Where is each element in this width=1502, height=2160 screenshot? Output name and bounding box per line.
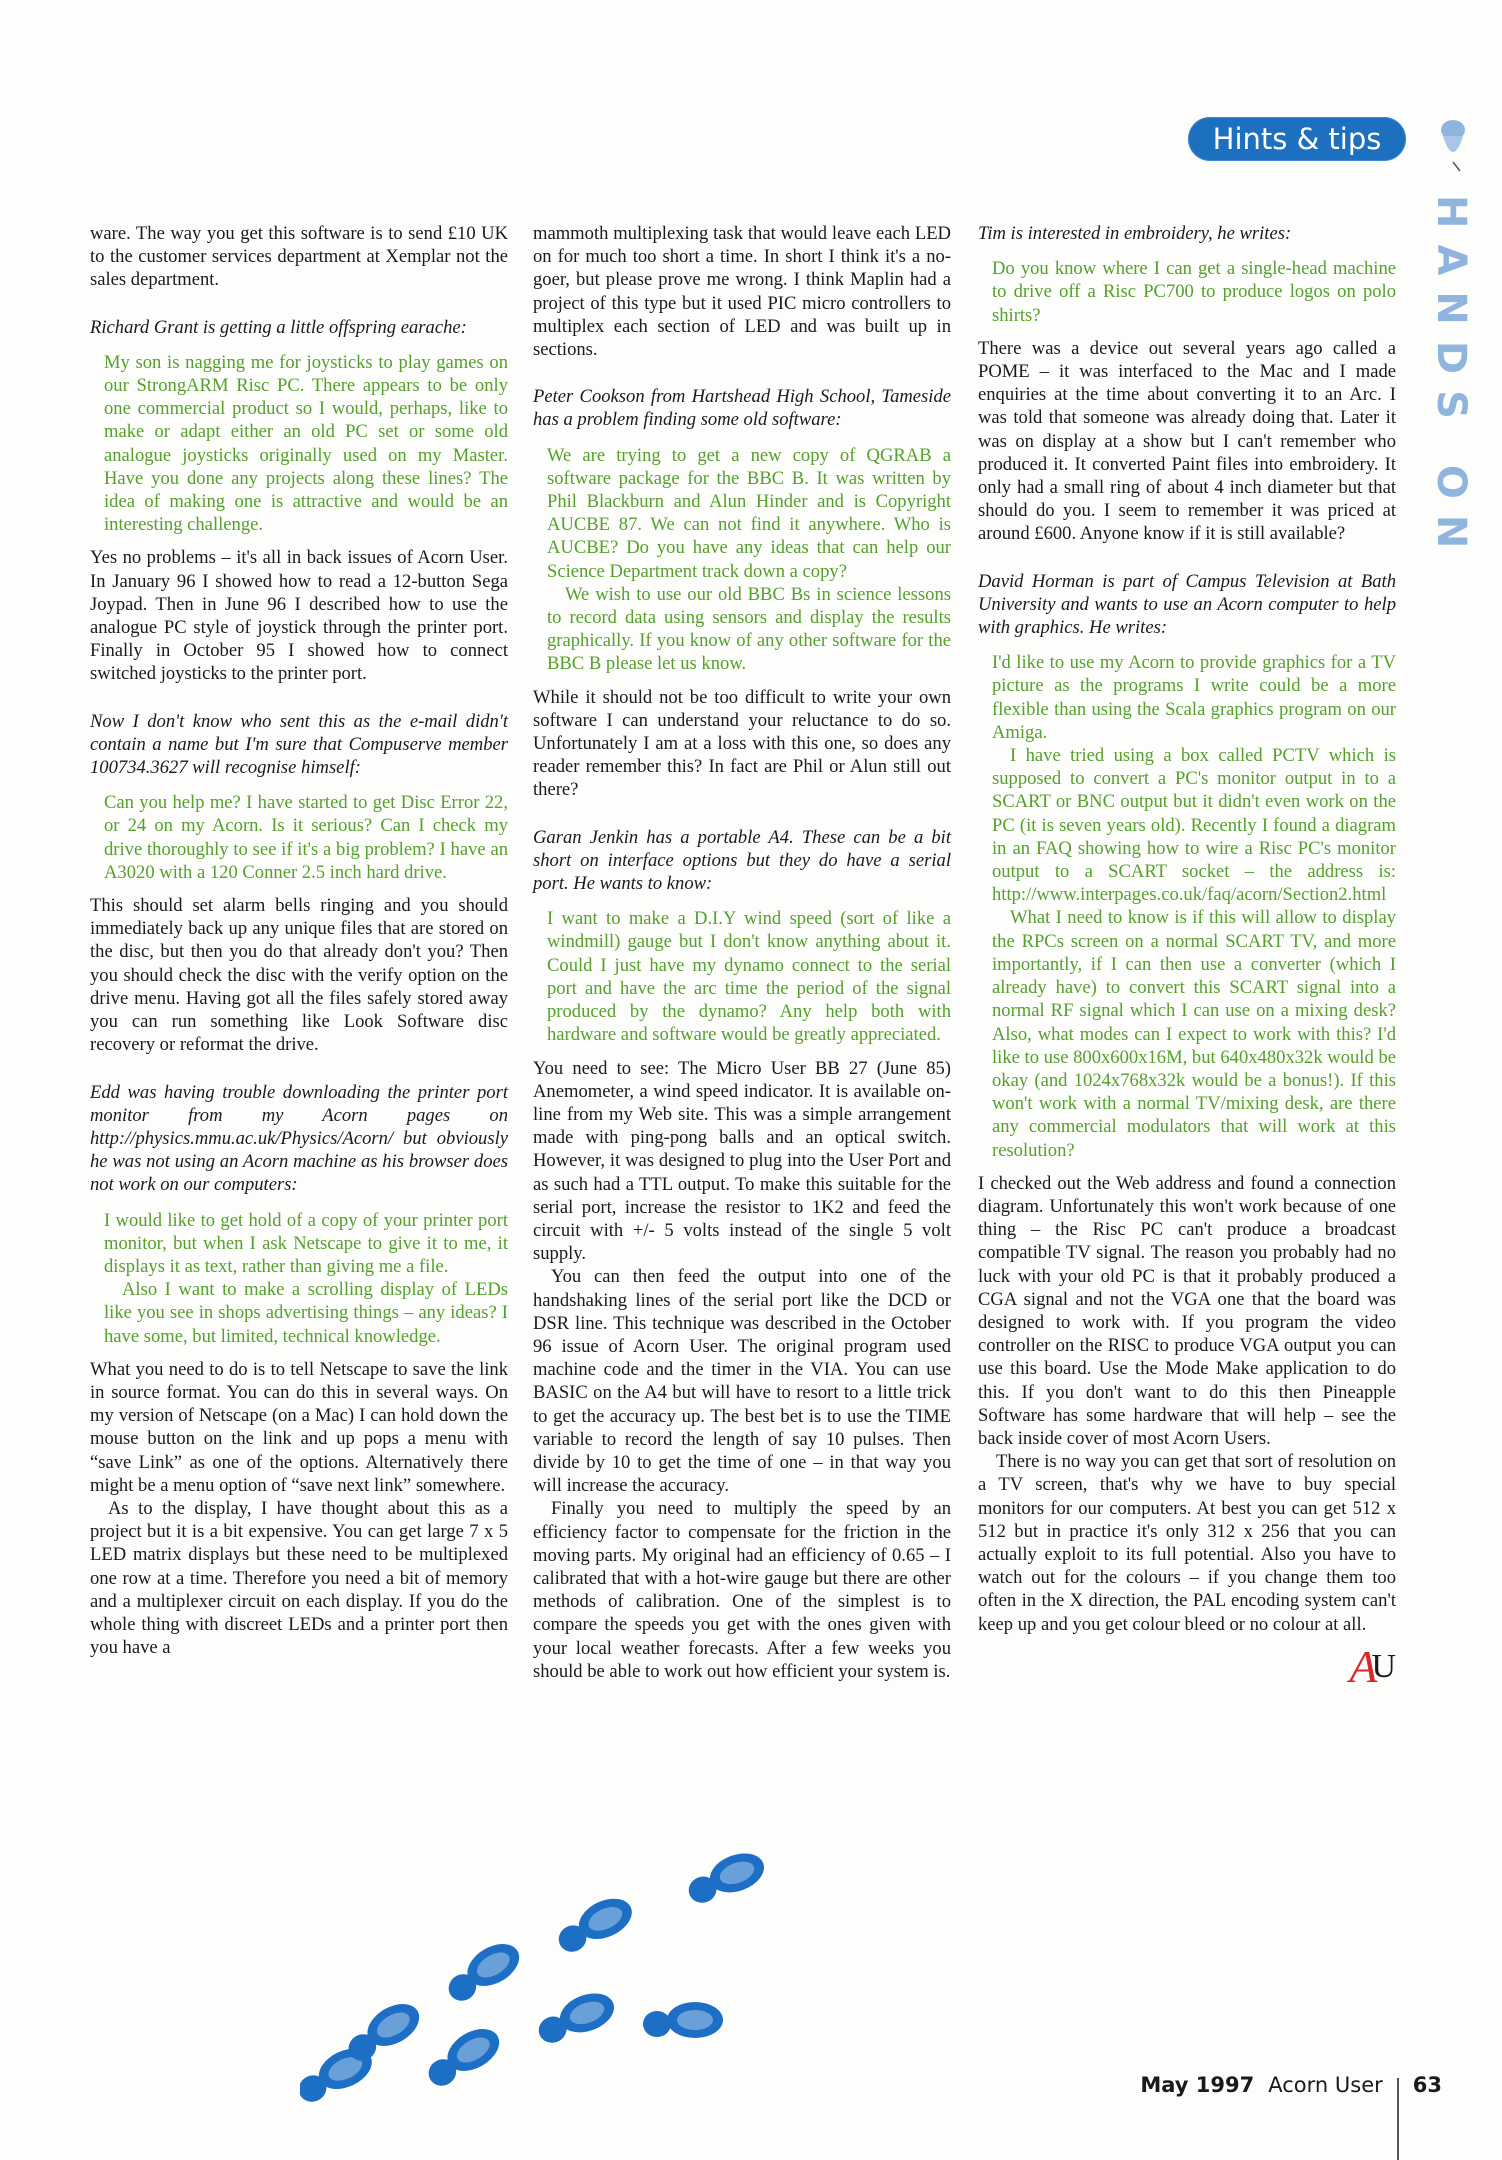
answer-paragraph: Finally you need to multiply the speed by an efficiency factor to compensate for the friction in the moving parts. My original had an efficiency of 0.65 – I calibrated that with a hot-wire gauge but there are other methods of calibration. One of the simplest is to compare the speeds you get with the ones given with your local weather forecasts. After a few weeks you should be able to work out how efficient your system is. <box>533 1498 951 1682</box>
footer-date: May 1997 <box>1140 2073 1255 2097</box>
answer-paragraph: Yes no problems – it's all in back issues of Acorn User. In January 96 I showed how to read a 12-button Sega Joypad. Then in June 96 I described how to use the analogue PC style of joystick through the printer port. Finally in October 95 I showed how to connect switched joysticks to the printer port. <box>90 547 508 685</box>
reader-letter-quote: Do you know where I can get a single-head machine to drive off a Risc PC700 to produce logos on polo shirts? <box>992 258 1396 326</box>
hands-on-side-label: HANDS ON <box>1428 195 1474 565</box>
letter-intro: Garan Jenkin has a portable A4. These can be a bit short on interface options but they do have a serial port. He wants to know: <box>533 826 951 895</box>
answer-paragraph: While it should not be too difficult to write your own software I can understand your reluctance to do so. Unfortunately I am at a loss with this one, so does any reader remember this? In fact are Phil or Alun still out there? <box>533 686 951 801</box>
answer-paragraph: There is no way you can get that sort of resolution on a TV screen, that's why we have to buy special monitors for our computers. At best you can get 512 x 512 but in practice it's only 312 x 256 that you can actually exploit to its full potential. Also you have to watch out for the colours – if you change them too often in the X direction, the PAL encoding system can't keep up and you get colour bleed or no colour at all. <box>978 1451 1396 1635</box>
answer-paragraph: mammoth multiplexing task that would leave each LED on for much too short a time. In short I think it's a no-goer, but please prove me wrong. I think Maplin had a project of this type but it used PIC micro controllers to multiplex each section of LED and was built up in sections. <box>533 223 951 361</box>
footprint-icon <box>643 2002 723 2038</box>
letter-intro: Peter Cookson from Hartshead High School, Tameside has a problem finding some old software: <box>533 386 951 431</box>
end-mark-a: A <box>1349 1640 1378 1692</box>
footprint-icon <box>551 1891 639 1957</box>
end-mark-u: U <box>1371 1647 1396 1685</box>
footer-divider <box>1397 2078 1399 2160</box>
letter-intro: Edd was having trouble downloading the printer port monitor from my Acorn pages on http://physics.mmu.ac.uk/Physics/Acorn/ but obviously he was not using an Acorn machine as his browser does not work on our computers: <box>90 1081 508 1196</box>
page-number: 63 <box>1412 2073 1442 2097</box>
column-1 <box>90 222 508 1659</box>
acorn-logo-icon <box>1440 118 1466 172</box>
footprint-icon <box>532 1986 619 2047</box>
footprints-illustration <box>300 1840 960 2120</box>
answer-paragraph: You need to see: The Micro User BB 27 (June 85) Anemometer, a wind speed indicator. It is available on-line from my Web site. This was a simple arrangement made with ping-pong balls and an optical switch. However, it was designed to plug into the User Port and as such had a TTL output. To make this suitable for the serial port, increase the resistor to 1K2 and feed the circuit with +/- 5 volts instead of the single 5 volt supply. <box>533 1057 951 1265</box>
column-3 <box>978 222 1396 1692</box>
footprint-icon <box>339 1995 426 2066</box>
answer-paragraph: There was a device out several years ago called a POME – it was interfaced to the Mac and I made enquiries at the time about converting it to an Arc. I was told that someone was already doing that. Later it was on display at a show but I can't remember who produced it. It converted Paint files into embroidery. It only had a small ring of about 4 inch diameter but that should do you. I seem to remember it was priced at around £600. Anyone know if it is still available? <box>978 337 1396 545</box>
footprint-icon <box>419 2020 506 2091</box>
column-2 <box>533 222 951 1683</box>
reader-letter-quote: I want to make a D.I.Y wind speed (sort of like a windmill) gauge but I don't know anything about it. Could I just have my dynamo connect to the serial port and have the arc time the period of the signal produced by the dynamo? Any help both with hardware and software would be greatly appreciated. <box>547 908 951 1046</box>
letter-intro: Now I don't know who sent this as the e-mail didn't contain a name but I'm sure that Compuserve member 100734.3627 will recognise himself: <box>90 710 508 779</box>
reader-letter-quote: My son is nagging me for joysticks to play games on our StrongARM Risc PC. There appears to be only one commercial product so I would, perhaps, like to make or adapt either an old PC set or some old analogue joysticks originally used on my Master. Have you done any projects along these lines? The idea of making one is attractive and would be an interesting challenge. <box>104 351 508 536</box>
reader-letter-quote: We are trying to get a new copy of QGRAB a software package for the BBC B. It was written by Phil Blackburn and Alun Hinder and is Copyright AUCBE 87. We can not find it anywhere. Who is AUCBE? Do you have any ideas that can help our Science Department track down a copy? <box>547 444 951 582</box>
reader-letter-quote: What I need to know is if this will allow to display the RPCs screen on a normal SCART TV, and more importantly, if I can then use a converter (which I already have) to convert this SCART signal into a normal RF signal which I can use on a mixing desk? Also, what modes can I expect to work with this? I'd like to use 800x600x16M, but 640x480x32k would be okay (and 1024x768x32k would be a bonus!). If this won't work with a normal TV/mixing desk, are there any commercial modulators that will work at this resolution? <box>992 907 1396 1161</box>
answer-paragraph: You can then feed the output into one of the handshaking lines of the serial port like the DCD or DSR line. This technique was described in the October 96 issue of Acorn User. The original program used machine code and the timer in the VIA. You can use BASIC on the A4 but will have to resort to a little trick to get the accuracy up. The best bet is to use the TIME variable to record the length of say 10 pulses. Then divide by 10 to get the time of one – in that way you will increase the accuracy. <box>533 1266 951 1497</box>
reader-letter-quote: We wish to use our old BBC Bs in science lessons to record data using sensors and display the results graphically. If you know of any other software for the BBC B please let us know. <box>547 583 951 675</box>
reader-letter-quote: I have tried using a box called PCTV which is supposed to convert a PC's monitor output in to a SCART or BNC output but it didn't even work on the PC (it is seven years old). Recently I found a diagram in an FAQ showing how to wire a Risc PC's monitor output to a SCART socket – the address is: http://www.interpages.co.uk/faq/acorn/Section2.html <box>992 745 1396 906</box>
answer-paragraph: What you need to do is to tell Netscape to save the link in source format. You can do this in several ways. On my version of Netscape (on a Mac) I can hold down the mouse button on the link and up pops a menu with “save Link” as one of the options. Alternatively there might be a menu option of “save next link” somewhere. <box>90 1358 508 1496</box>
footer <box>1140 2072 1442 2160</box>
reader-letter-quote: I'd like to use my Acorn to provide graphics for a TV picture as the programs I write could be a more flexible than using the Scala graphics program on our Amiga. <box>992 652 1396 743</box>
letter-intro: Tim is interested in embroidery, he writes: <box>978 223 1292 244</box>
answer-paragraph: I checked out the Web address and found a connection diagram. Unfortunately this won't work because of one thing – the Risc PC can't produce a broadcast compatible TV signal. The reason you probably had no luck with your old PC is that it probably produced a CGA signal and not the VGA one that the board was designed to work with. If you program the video controller on the RISC to produce VGA output you can use this board. Use the Mode Make application to do this. If you don't want to do this then Pineapple Software has some hardware that will help – see the back inside cover of most Acorn Users. <box>978 1172 1396 1449</box>
answer-paragraph: ware. The way you get this software is to send £10 UK to the customer services department at Xemplar not the sales department. <box>90 223 508 291</box>
letter-intro: Richard Grant is getting a little offspring earache: <box>90 316 467 338</box>
section-tab-hints-tips: Hints & tips <box>1188 117 1406 161</box>
footprint-icon <box>682 1846 769 1907</box>
reader-letter-quote: I would like to get hold of a copy of your printer port monitor, but when I ask Netscape to give it to me, it displays it as text, rather than giving me a file. <box>104 1209 508 1277</box>
answer-paragraph: As to the display, I have thought about this as a project but it is a bit expensive. You can get large 7 x 5 LED matrix displays but these need to be multiplexed one row at a time. Therefore you need a bit of memory and a multiplexer circuit on each display. If you do the whole thing with discreet LEDs and a printer port then you have a <box>90 1497 508 1659</box>
acorn-user-end-mark <box>978 1642 1396 1692</box>
letter-intro: David Horman is part of Campus Television at Bath University and wants to use an Acorn computer to help with graphics. He writes: <box>978 570 1396 639</box>
footprint-icon <box>439 1935 526 2006</box>
reader-letter-quote: Can you help me? I have started to get Disc Error 22, or 24 on my Acorn. Is it serious? Can I check my drive thoroughly to see if it's a big problem? I have an A3020 with a 120 Conner 2.5 inch hard drive. <box>104 792 508 883</box>
reader-letter-quote: Also I want to make a scrolling display of LEDs like you see in shops advertising things – any ideas? I have some, but limited, technical knowledge. <box>104 1279 508 1347</box>
answer-paragraph: This should set alarm bells ringing and you should immediately back up any unique files that are stored on the disc, but then you do that already don't you? Then you should check the disc with the verify option on the drive menu. Having got all the files safely stored away you can run something like Look Software disc recovery or reformat the drive. <box>90 895 508 1056</box>
footer-magazine: Acorn User <box>1268 2073 1383 2097</box>
